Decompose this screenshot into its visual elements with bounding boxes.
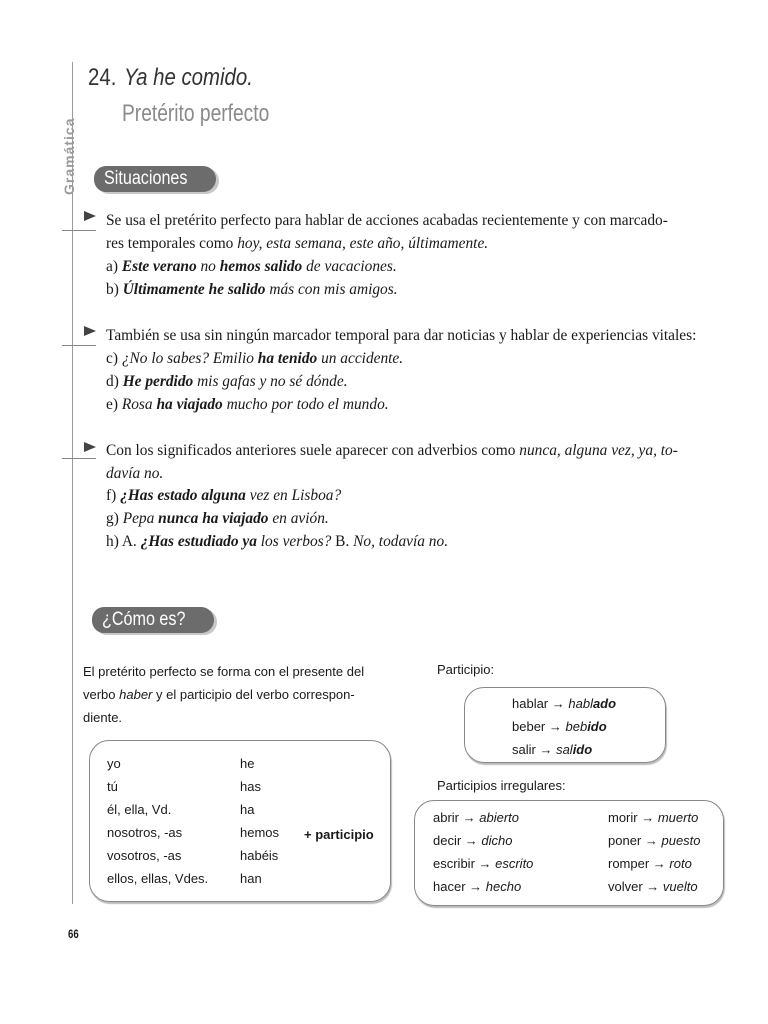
example-f: f) ¿Has estado alguna vez en Lisboa? [106,487,342,504]
rule-paragraph-1: Se usa el pretérito perfecto para hablar de acciones acabadas recientemente y con marcado- res temporales como hoy, esta semana, este año, últimamente. [106,212,668,252]
example-h: h) A. ¿Has estudiado ya los verbos? B. No, todavía no. [106,533,449,550]
rule-paragraph-2: También se usa sin ningún marcador temporal para dar noticias y hablar de experiencias vitales: [106,327,697,344]
pronoun: él, ella, Vd. [107,802,172,817]
regular-participle-row: salir → salido [512,742,593,757]
page-number: 66 [68,927,79,941]
haber-form: han [240,871,262,886]
example-g: g) Pepa nunca ha viajado en avión. [106,510,329,527]
unit-title: Ya he comido. [124,64,253,91]
pronoun: nosotros, -as [107,825,183,840]
example-c: c) ¿No lo sabes? Emilio ha tenido un accidente. [106,350,404,367]
example-e: e) Rosa ha viajado mucho por todo el mundo. [106,396,389,413]
irregular-participle-row: escribir → escrito [433,856,534,871]
example-b: b) Últimamente he salido más con mis amigos. [106,281,398,298]
haber-form: hemos [240,825,280,840]
haber-form: he [240,756,255,771]
unit-number: 24. [88,64,117,91]
regular-participle-row: hablar → hablado [512,696,617,711]
irregular-participle-row: morir → muerto [608,810,699,825]
regular-participle-row: beber → bebido [512,719,607,734]
irregular-participle-row: romper → roto [608,856,692,871]
irregular-participle-row: volver → vuelto [608,879,698,894]
participio-label: Participio: [437,662,495,677]
plus-participio: + participio [304,827,374,842]
irregular-participle-row: decir → dicho [433,833,513,848]
haber-form: ha [240,802,255,817]
bullet-arrow-icon [84,211,96,221]
haber-form: habéis [240,848,279,863]
pronoun: vosotros, -as [107,848,182,863]
rule-paragraph-3: Con los significados anteriores suele aparecer con adverbios como nunca, alguna vez, ya, to- davía no. [106,442,678,482]
section-label: Gramática [61,117,77,195]
formation-intro: El pretérito perfecto se forma con el presente del verbo haber y el participio del verbo correspon- diente. [83,664,365,725]
example-a: a) Este verano no hemos salido de vacaciones. [106,258,397,275]
situaciones-heading: Situaciones [94,166,216,192]
irregular-label: Participios irregulares: [437,778,566,793]
rule-tick [62,458,96,459]
haber-form: has [240,779,261,794]
pronoun: ellos, ellas, Vdes. [107,871,209,886]
irregular-participle-row: abrir → abierto [433,810,519,825]
example-d: d) He perdido mis gafas y no sé dónde. [106,373,348,390]
rule-tick [62,230,96,231]
bullet-arrow-icon [84,442,96,452]
bullet-arrow-icon [84,326,96,336]
pronoun: yo [107,756,121,771]
pronoun: tú [107,779,118,794]
irregular-participle-row: hacer → hecho [433,879,522,894]
como-es-heading: ¿Cómo es? [92,607,214,633]
rule-tick [62,345,96,346]
irregular-participle-row: poner → puesto [608,833,701,848]
unit-subtitle: Pretérito perfecto [122,100,270,127]
